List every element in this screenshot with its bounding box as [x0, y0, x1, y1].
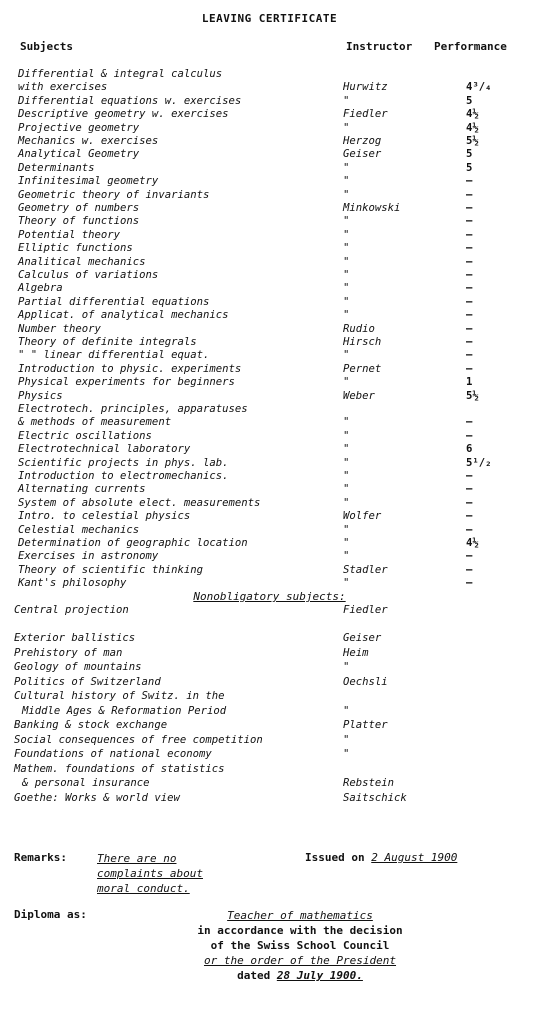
performance-grade: 5½: [466, 135, 479, 147]
subject-name: Middle Ages & Reformation Period: [22, 705, 227, 717]
instructor-name: ": [343, 121, 350, 134]
subject-name: Social consequences of free competition: [14, 734, 263, 746]
subject-name: Geometric theory of invariants: [18, 188, 210, 201]
subject-row: [0, 255, 539, 269]
diploma-label: Diploma as:: [14, 908, 87, 921]
subject-name: Algebra: [18, 282, 63, 295]
nonobligatory-row: [0, 762, 539, 776]
nonobligatory-heading: Nonobligatory subjects:: [193, 590, 346, 603]
subject-row: [0, 536, 539, 550]
subject-row: [0, 389, 539, 403]
subject-row: [0, 576, 539, 590]
subject-name: Differential & integral calculus: [18, 68, 223, 80]
instructor-name: ": [343, 376, 350, 389]
instructor-name: ": [343, 188, 350, 201]
subject-name: Central projection: [14, 604, 129, 616]
performance-grade: –: [466, 577, 473, 590]
nonobligatory-row: [0, 646, 539, 660]
subject-row: [0, 362, 539, 376]
instructor-name: ": [343, 577, 350, 590]
subject-name: Descriptive geometry w. exercises: [18, 108, 229, 121]
instructor-name: ": [343, 550, 350, 563]
subject-name: Theory of definite integrals: [18, 336, 197, 348]
instructor-header: Instructor: [346, 40, 413, 53]
subject-row: [0, 228, 539, 242]
subject-name: Exterior ballistics: [14, 632, 136, 644]
subjects-header: Subjects: [20, 40, 73, 53]
subject-row: [0, 348, 539, 362]
subject-row: [0, 456, 539, 470]
subject-name: Physical experiments for beginners: [18, 376, 235, 389]
subject-name: Elliptic functions: [18, 242, 133, 255]
nonobligatory-row: [0, 791, 539, 805]
performance-grade: 5½: [466, 389, 479, 402]
instructor-name: Geiser: [343, 632, 382, 644]
performance-grade: 4½: [466, 108, 479, 121]
instructor-name: ": [343, 443, 350, 456]
remarks-text: There are no complaints about moral conduct.: [97, 852, 203, 895]
instructor-name: ": [343, 242, 350, 255]
instructor-name: ": [343, 255, 350, 268]
subject-name: Electric oscillations: [18, 429, 152, 442]
diploma-block: [150, 908, 450, 983]
subject-name: Geology of mountains: [14, 661, 142, 673]
performance-grade: –: [466, 483, 473, 496]
instructor-name: Wolfer: [343, 510, 382, 523]
instructor-name: ": [343, 429, 350, 442]
performance-header: Performance: [434, 40, 507, 53]
performance-grade: –: [466, 496, 473, 509]
subject-row: [0, 161, 539, 175]
performance-grade: –: [466, 470, 473, 482]
subject-row: [0, 107, 539, 121]
subject-row: [0, 563, 539, 577]
instructor-name: Pernet: [343, 362, 382, 375]
performance-grade: –: [466, 255, 473, 268]
subject-name: Electrotech. principles, apparatuses: [18, 403, 248, 415]
nonobligatory-row: [0, 603, 539, 617]
performance-grade: –: [466, 563, 473, 576]
instructor-name: ": [343, 175, 350, 188]
instructor-name: Hurwitz: [343, 81, 388, 94]
subject-row: [0, 174, 539, 188]
subject-name: Partial differential equations: [18, 295, 210, 308]
instructor-name: ": [343, 94, 350, 107]
nonobligatory-row: [0, 704, 539, 718]
subject-row: [0, 429, 539, 443]
subject-name: Goethe: Works & world view: [14, 792, 180, 804]
subject-name: Potential theory: [18, 228, 121, 241]
subject-row: [0, 281, 539, 295]
subject-name: Banking & stock exchange: [14, 719, 168, 731]
nonobligatory-row: [0, 776, 539, 790]
subject-row: [0, 442, 539, 456]
performance-grade: –: [466, 215, 473, 228]
subject-name: Cultural history of Switz. in the: [14, 690, 225, 702]
issued-label: Issued on: [305, 851, 365, 864]
instructor-name: Rebstein: [343, 777, 395, 789]
performance-grade: –: [466, 242, 473, 255]
subject-name: Mechanics w. exercises: [18, 135, 159, 147]
instructor-name: Rudio: [343, 322, 375, 335]
performance-grade: 5¹/₂: [466, 456, 492, 469]
performance-grade: 6: [466, 443, 473, 456]
subject-name: Differential equations w. exercises: [18, 94, 242, 107]
subject-row: [0, 469, 539, 483]
subject-name: Number theory: [18, 322, 101, 335]
instructor-name: ": [343, 309, 350, 322]
subject-row: [0, 509, 539, 523]
instructor-name: ": [343, 349, 350, 362]
performance-grade: –: [466, 202, 473, 214]
performance-grade: 5: [466, 161, 473, 174]
subject-row: [0, 147, 539, 161]
subject-name: Determinants: [18, 161, 95, 174]
subject-name: Projective geometry: [18, 121, 140, 134]
performance-grade: –: [466, 550, 473, 563]
subject-name: Scientific projects in phys. lab.: [18, 456, 229, 469]
subject-row: [0, 188, 539, 202]
instructor-name: Oechsli: [343, 676, 388, 688]
performance-grade: –: [466, 282, 473, 295]
subject-name: Applicat. of analytical mechanics: [18, 309, 229, 322]
issued-line: [305, 851, 457, 864]
performance-grade: 4³/₄: [466, 81, 492, 94]
subject-name: Analitical mechanics: [18, 255, 146, 268]
performance-grade: 4½: [466, 537, 479, 549]
diploma-line-4: or the order of the President: [203, 954, 397, 967]
instructor-name: Platter: [343, 719, 388, 731]
subject-row: [0, 322, 539, 336]
nonobligatory-row: [0, 675, 539, 689]
performance-grade: –: [466, 523, 473, 536]
subject-name: Analytical Geometry: [18, 148, 140, 161]
subject-row: [0, 295, 539, 309]
performance-grade: 5: [466, 148, 473, 161]
subject-name: Kant's philosophy: [18, 577, 127, 590]
nonobligatory-row: [0, 631, 539, 645]
subject-row: [0, 201, 539, 215]
instructor-name: Weber: [343, 389, 375, 402]
subject-row: [0, 335, 539, 349]
instructor-name: ": [343, 705, 350, 717]
instructor-name: Geiser: [343, 148, 382, 161]
performance-grade: –: [466, 429, 473, 442]
subject-name: Prehistory of man: [14, 647, 123, 659]
subject-row: [0, 241, 539, 255]
instructor-name: Fiedler: [343, 108, 388, 121]
diploma-line-2: in accordance with the decision: [197, 924, 403, 937]
instructor-name: ": [343, 228, 350, 241]
performance-grade: –: [466, 188, 473, 201]
subject-row: [0, 67, 539, 81]
subject-row: [0, 308, 539, 322]
subject-name: Electrotechnical laboratory: [18, 443, 191, 456]
instructor-name: Minkowski: [343, 202, 401, 214]
instructor-name: ": [343, 496, 350, 509]
remarks-label: Remarks:: [14, 851, 67, 864]
nonobligatory-row: [0, 718, 539, 732]
performance-grade: 5: [466, 94, 473, 107]
performance-grade: –: [466, 295, 473, 308]
instructor-name: ": [343, 215, 350, 228]
subject-row: [0, 496, 539, 510]
instructor-name: ": [343, 161, 350, 174]
subject-row: [0, 121, 539, 135]
subject-name: & methods of measurement: [18, 416, 172, 429]
subject-name: Celestial mechanics: [18, 523, 140, 536]
nonobligatory-row: [0, 660, 539, 674]
subject-row: [0, 375, 539, 389]
performance-grade: –: [466, 309, 473, 322]
subject-row: [0, 134, 539, 148]
subject-name: Foundations of national economy: [14, 748, 212, 760]
instructor-name: ": [343, 483, 350, 496]
issued-date: 2 August 1900: [371, 851, 458, 864]
instructor-name: Herzog: [343, 135, 382, 147]
performance-grade: –: [466, 175, 473, 188]
subject-row: [0, 549, 539, 563]
subject-name: Politics of Switzerland: [14, 676, 161, 688]
performance-grade: 4½: [466, 121, 479, 134]
diploma-title: Teacher of mathematics: [227, 909, 373, 922]
diploma-dated-date: 28 July 1900.: [276, 969, 363, 982]
performance-grade: –: [466, 510, 473, 523]
instructor-name: ": [343, 295, 350, 308]
instructor-name: ": [343, 537, 350, 549]
subject-row: [0, 80, 539, 94]
subject-row: [0, 415, 539, 429]
instructor-name: ": [343, 456, 350, 469]
instructor-name: Stadler: [343, 563, 388, 576]
subject-row: [0, 214, 539, 228]
instructor-name: ": [343, 661, 350, 673]
subject-name: Alternating currents: [18, 483, 146, 496]
subject-row: [0, 94, 539, 108]
subject-name: " " linear differential equat.: [18, 349, 210, 362]
performance-grade: 1: [466, 376, 473, 389]
diploma-dated-label: dated: [237, 969, 271, 982]
subject-name: Geometry of numbers: [18, 202, 140, 214]
instructor-name: ": [343, 734, 350, 746]
diploma-line-5: [150, 968, 450, 983]
subject-name: Theory of scientific thinking: [18, 563, 203, 576]
performance-grade: –: [466, 228, 473, 241]
nonobligatory-row: [0, 733, 539, 747]
performance-grade: –: [466, 362, 473, 375]
subject-name: Theory of functions: [18, 215, 140, 228]
subject-name: Exercises in astronomy: [18, 550, 159, 563]
nonobligatory-row: [0, 747, 539, 761]
instructor-name: Fiedler: [343, 604, 388, 616]
subject-row: [0, 268, 539, 282]
instructor-name: Hirsch: [343, 336, 382, 348]
subject-name: System of absolute elect. measurements: [18, 496, 261, 509]
subject-row: [0, 402, 539, 416]
subject-name: Physics: [18, 389, 63, 402]
subject-name: Introduction to physic. experiments: [18, 362, 242, 375]
nonobligatory-row: [0, 617, 539, 631]
nonobligatory-row: [0, 689, 539, 703]
instructor-name: ": [343, 748, 350, 760]
subject-name: Intro. to celestial physics: [18, 510, 191, 523]
document-title: LEAVING CERTIFICATE: [201, 12, 338, 25]
subject-name: Infinitesimal geometry: [18, 175, 159, 188]
subject-row: [0, 482, 539, 496]
performance-grade: –: [466, 322, 473, 335]
diploma-line-3: of the Swiss School Council: [210, 939, 390, 952]
subject-row: [0, 523, 539, 537]
instructor-name: ": [343, 269, 350, 281]
performance-grade: –: [466, 349, 473, 362]
subject-name: Mathem. foundations of statistics: [14, 763, 225, 775]
instructor-name: ": [343, 523, 350, 536]
subject-name: & personal insurance: [22, 777, 150, 789]
instructor-name: Saitschick: [343, 792, 407, 804]
subject-name: Calculus of variations: [18, 269, 159, 281]
subject-name: Introduction to electromechanics.: [18, 470, 229, 482]
instructor-name: ": [343, 282, 350, 295]
subject-name: Determination of geographic location: [18, 537, 248, 549]
instructor-name: ": [343, 416, 350, 429]
performance-grade: –: [466, 269, 473, 281]
instructor-name: ": [343, 470, 350, 482]
instructor-name: Heim: [343, 647, 369, 659]
performance-grade: –: [466, 416, 473, 429]
subject-name: with exercises: [18, 81, 108, 94]
performance-grade: –: [466, 336, 473, 348]
